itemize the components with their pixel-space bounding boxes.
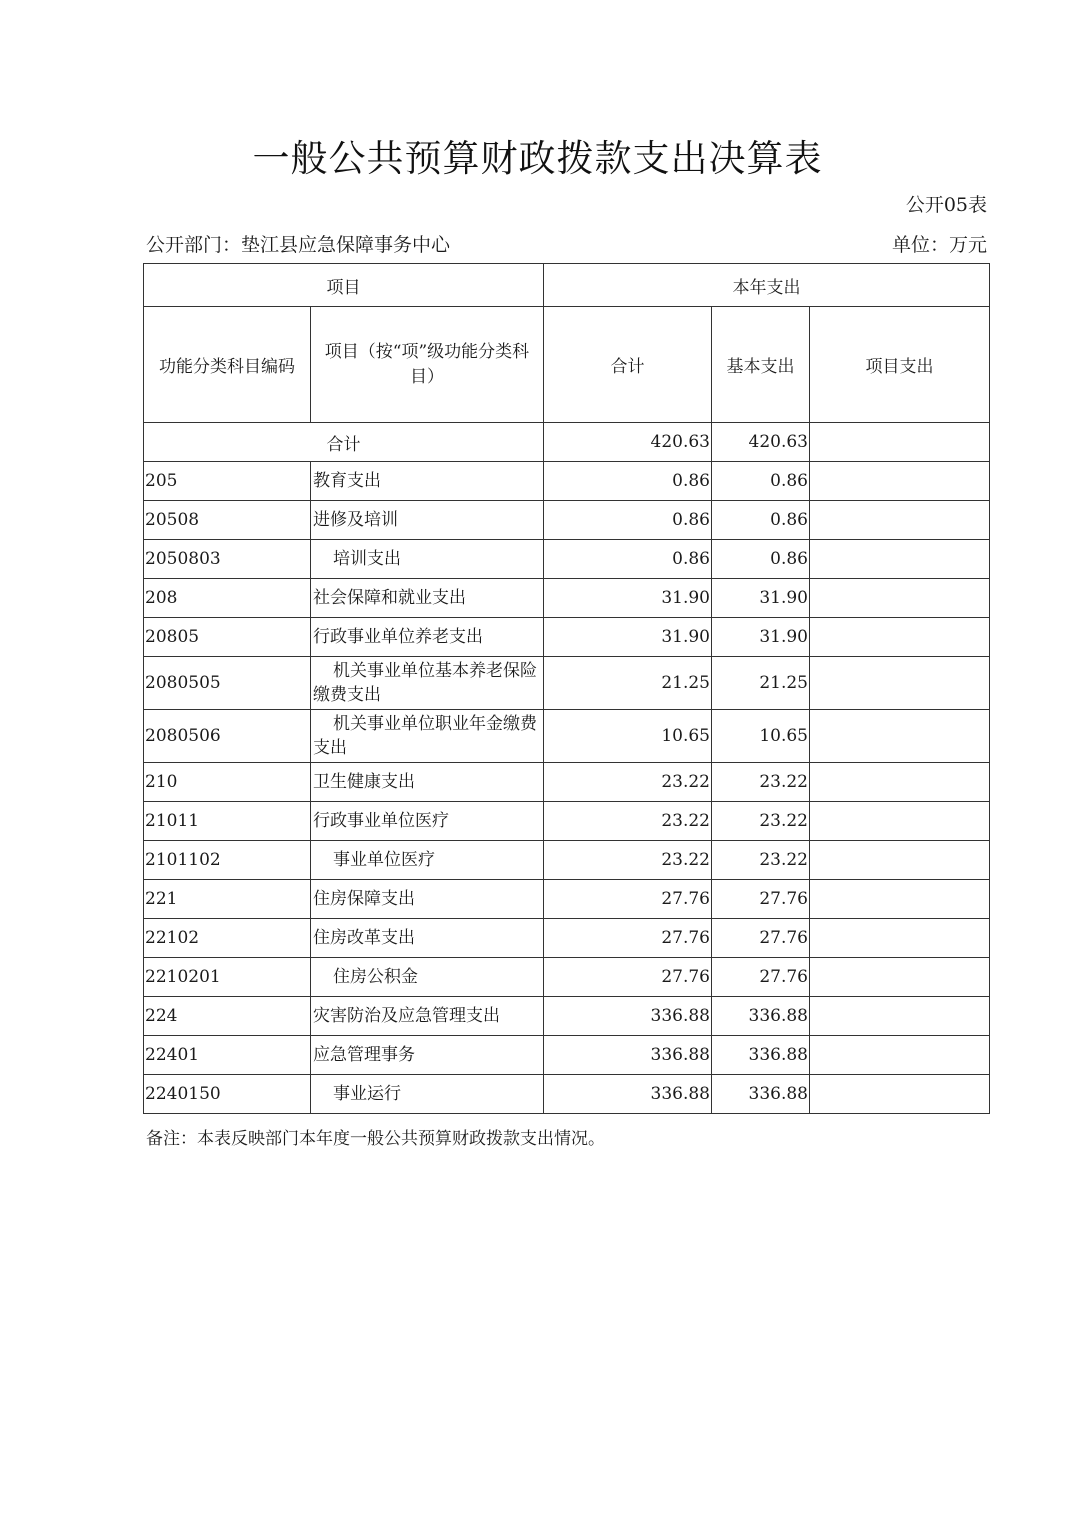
- row-name: 住房保障支出: [311, 880, 544, 919]
- row-project: [810, 880, 990, 919]
- row-code: 210: [144, 763, 311, 802]
- header-project: 项目: [144, 264, 544, 307]
- footnote: 备注：本表反映部门本年度一般公共预算财政拨款支出情况。: [146, 1129, 605, 1149]
- row-project: [810, 1075, 990, 1114]
- row-project: [810, 958, 990, 997]
- col-basic-header: 基本支出: [712, 307, 810, 423]
- table-row: [144, 1075, 990, 1114]
- row-name: 应急管理事务: [311, 1036, 544, 1075]
- table-row: [144, 540, 990, 579]
- row-total: 336.88: [544, 997, 712, 1036]
- row-name: 事业单位医疗: [311, 841, 544, 880]
- row-basic: 336.88: [712, 997, 810, 1036]
- row-basic: 31.90: [712, 579, 810, 618]
- col-name-header: 项目（按“项”级功能分类科目）: [311, 307, 544, 423]
- row-project: [810, 997, 990, 1036]
- row-total: 0.86: [544, 501, 712, 540]
- row-project: [810, 501, 990, 540]
- row-total: 23.22: [544, 763, 712, 802]
- row-code: 20805: [144, 618, 311, 657]
- row-project: [810, 710, 990, 763]
- row-name: 卫生健康支出: [311, 763, 544, 802]
- row-basic: 23.22: [712, 802, 810, 841]
- row-code: 2101102: [144, 841, 311, 880]
- row-basic: 10.65: [712, 710, 810, 763]
- row-project: [810, 618, 990, 657]
- row-code: 2240150: [144, 1075, 311, 1114]
- table-row: [144, 579, 990, 618]
- col-total-header: 合计: [544, 307, 712, 423]
- row-basic: 21.25: [712, 657, 810, 710]
- row-code: 208: [144, 579, 311, 618]
- table-row: [144, 919, 990, 958]
- header-row-2: [144, 307, 990, 423]
- row-name: 培训支出: [311, 540, 544, 579]
- row-name: 社会保障和就业支出: [311, 579, 544, 618]
- row-code: 205: [144, 462, 311, 501]
- row-code: 21011: [144, 802, 311, 841]
- department-label: 公开部门：垫江县应急保障事务中心: [146, 234, 451, 256]
- table-row: [144, 710, 990, 763]
- table-row: [144, 657, 990, 710]
- col-project-header: 项目支出: [810, 307, 990, 423]
- expenditure-table: [143, 263, 990, 1114]
- row-total: 21.25: [544, 657, 712, 710]
- row-project: [810, 657, 990, 710]
- row-name: 机关事业单位基本养老保险缴费支出: [311, 657, 544, 710]
- row-code: 221: [144, 880, 311, 919]
- row-project: [810, 462, 990, 501]
- row-basic: 336.88: [712, 1075, 810, 1114]
- row-code: 2050803: [144, 540, 311, 579]
- row-code: 2080505: [144, 657, 311, 710]
- form-number: 公开05表: [905, 194, 987, 216]
- total-project-value: [810, 423, 990, 462]
- row-total: 27.76: [544, 919, 712, 958]
- total-basic-value: 420.63: [712, 423, 810, 462]
- row-project: [810, 919, 990, 958]
- col-code-header: 功能分类科目编码: [144, 307, 311, 423]
- row-project: [810, 802, 990, 841]
- row-total: 31.90: [544, 579, 712, 618]
- row-name: 事业运行: [311, 1075, 544, 1114]
- table-row: [144, 841, 990, 880]
- row-code: 2080506: [144, 710, 311, 763]
- row-name: 教育支出: [311, 462, 544, 501]
- row-basic: 336.88: [712, 1036, 810, 1075]
- row-basic: 27.76: [712, 880, 810, 919]
- row-code: 22102: [144, 919, 311, 958]
- table-row: [144, 763, 990, 802]
- table-row: [144, 462, 990, 501]
- row-project: [810, 540, 990, 579]
- row-basic: 0.86: [712, 462, 810, 501]
- total-label: 合计: [144, 423, 544, 462]
- row-basic: 23.22: [712, 763, 810, 802]
- row-total: 0.86: [544, 540, 712, 579]
- row-total: 27.76: [544, 958, 712, 997]
- row-total: 31.90: [544, 618, 712, 657]
- row-total: 336.88: [544, 1075, 712, 1114]
- row-name: 住房改革支出: [311, 919, 544, 958]
- unit-label: 单位：万元: [891, 234, 987, 256]
- row-project: [810, 1036, 990, 1075]
- row-basic: 27.76: [712, 919, 810, 958]
- row-name: 灾害防治及应急管理支出: [311, 997, 544, 1036]
- row-basic: 0.86: [712, 540, 810, 579]
- row-total: 23.22: [544, 802, 712, 841]
- row-name: 行政事业单位医疗: [311, 802, 544, 841]
- row-total: 10.65: [544, 710, 712, 763]
- row-name: 行政事业单位养老支出: [311, 618, 544, 657]
- header-row-1: [144, 264, 990, 307]
- row-code: 20508: [144, 501, 311, 540]
- row-total: 336.88: [544, 1036, 712, 1075]
- row-code: 224: [144, 997, 311, 1036]
- row-project: [810, 763, 990, 802]
- row-basic: 0.86: [712, 501, 810, 540]
- row-code: 2210201: [144, 958, 311, 997]
- table-row: [144, 618, 990, 657]
- row-name: 机关事业单位职业年金缴费支出: [311, 710, 544, 763]
- table-row: [144, 1036, 990, 1075]
- table-row: [144, 802, 990, 841]
- row-total: 0.86: [544, 462, 712, 501]
- row-name: 进修及培训: [311, 501, 544, 540]
- page-title: 一般公共预算财政拨款支出决算表: [252, 137, 823, 180]
- row-code: 22401: [144, 1036, 311, 1075]
- table-row: [144, 880, 990, 919]
- table-row: [144, 501, 990, 540]
- row-project: [810, 841, 990, 880]
- table-row: [144, 997, 990, 1036]
- header-year-expense: 本年支出: [544, 264, 990, 307]
- row-basic: 23.22: [712, 841, 810, 880]
- total-value: 420.63: [544, 423, 712, 462]
- row-basic: 31.90: [712, 618, 810, 657]
- table-row: [144, 958, 990, 997]
- row-project: [810, 579, 990, 618]
- row-total: 23.22: [544, 841, 712, 880]
- row-basic: 27.76: [712, 958, 810, 997]
- row-total: 27.76: [544, 880, 712, 919]
- row-name: 住房公积金: [311, 958, 544, 997]
- total-row: [144, 423, 990, 462]
